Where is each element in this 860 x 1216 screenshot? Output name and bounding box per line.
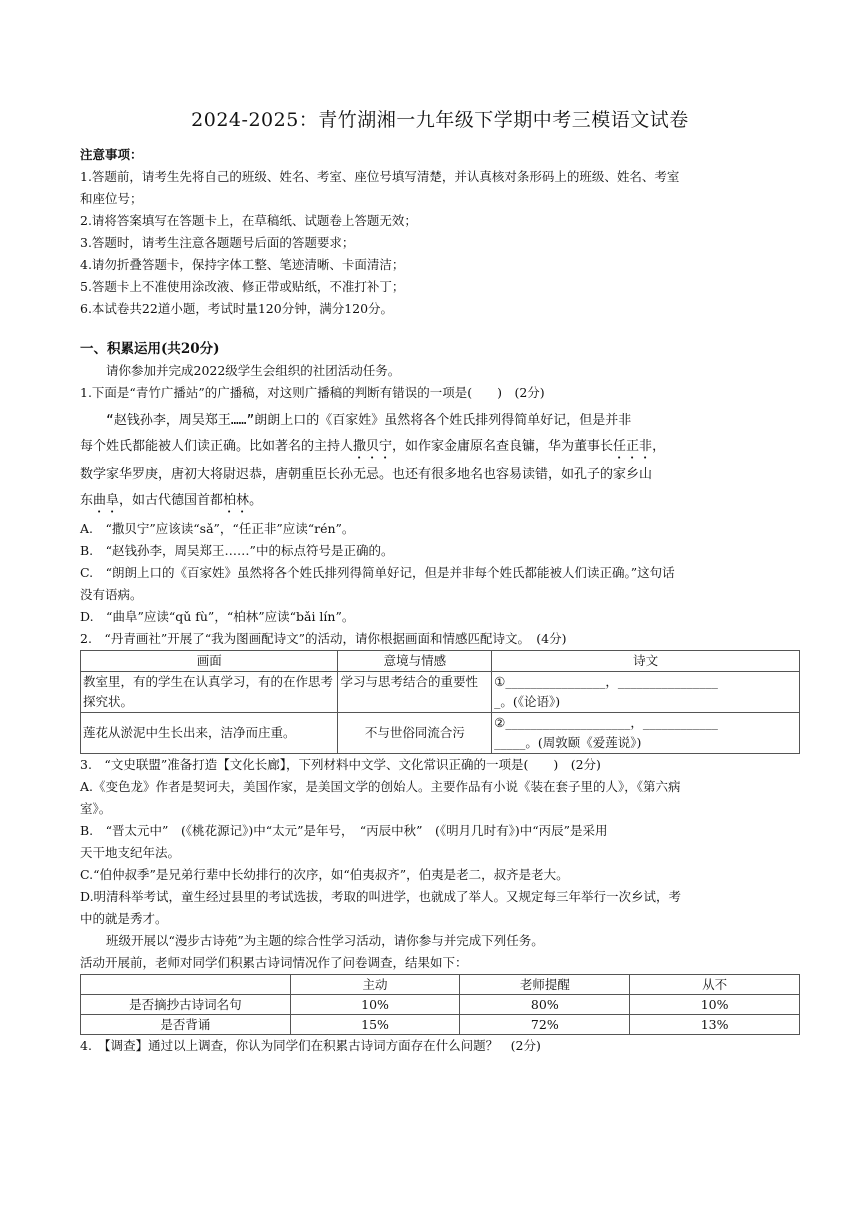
question-3-stem: 3. “文史联盟”准备打造【文化长廊】，下列材料中文学、文化常识正确的一项是( ) (2分) [80,757,601,772]
option-b: B. “赵钱孙李，周吴郑王……”中的标点符号是正确的。 [80,543,394,558]
table-header: 诗文 [492,651,800,672]
table-cell: 15% [290,1015,460,1035]
notice-item: 6.本试卷共22道小题，考试时量120分钟，满分120分。 [80,301,394,316]
notice-item: 4.请勿折叠答题卡，保持字体工整、笔迹清晰、卡面清洁； [80,257,405,272]
passage-line: 数学家华罗庚，唐初大将尉迟恭，唐朝重臣长孙无忌。也还有很多地名也容易读错，如孔子的家乡山 [80,467,653,482]
scene-cell: 教室里，有的学生在认真学习，有的在作思考探究状。 [81,672,338,713]
poem-matching-table [80,650,800,754]
section-intro: 请你参加并完成2022级学生会组织的社团活动任务。 [106,363,401,378]
notice-item: 3.答题时，请考生注意各题题号后面的答题要求； [80,235,355,250]
section-heading: 一、积累运用(共20分) [80,341,220,357]
passage-line: 每个姓氏都能被人们读正确。比如著名的主持人撒贝宁，如作家金庸原名查良镛，华为董事长任正非， [80,439,666,454]
option-c: C.“伯仲叔季”是兄弟行辈中长幼排行的次序，如“伯夷叔齐”，伯夷是老二，叔齐是老大。 [80,867,569,882]
question-4-stem: 4. 【调查】通过以上调查，你认为同学们在积累古诗词方面存在什么问题？ (2分) [80,1038,541,1053]
question-1-stem: 1.下面是“青竹广播站”的广播稿，对这则广播稿的判断有错误的一项是( ) (2分) [80,385,545,400]
table-row [81,713,800,754]
notice-item: 2.请将答案填写在答题卡上，在草稿纸、试题卷上答题无效； [80,213,417,228]
option-a: A.《变色龙》作者是契诃夫，美国作家，是美国文学的创始人。主要作品有小说《装在套子里的人》，《第六病 [80,779,681,794]
emphasized-word: 撒贝宁 [353,439,393,454]
table-row [81,672,800,713]
passage-line: 东曲阜，如古代德国首都柏林。 [80,493,263,508]
option-a-cont: 室》。 [80,801,112,816]
emphasized-word: 柏林 [223,493,250,508]
option-c: C. “朗朗上口的《百家姓》虽然将各个姓氏排列得简单好记，但是并非每个姓氏都能被人们读正确。”这句话 [80,565,675,580]
notice-item: 和座位号； [80,191,143,206]
poem-cell[interactable]: ②____________________，____________ _____。(周敦颐《爱莲说》) [492,713,800,754]
survey-intro: 活动开展前，老师对同学们积累古诗词情况作了问卷调查，结果如下： [80,955,468,970]
option-d-cont: 中的就是秀才。 [80,911,168,926]
table-header-row [81,975,800,995]
table-header: 意境与情感 [338,651,492,672]
mood-cell: 不与世俗同流合污 [338,713,492,754]
poem-cell[interactable]: ①________________，________________ _。(《论语》) [492,672,800,713]
table-row [81,1015,800,1035]
table-header: 画面 [81,651,338,672]
exam-title: 2024-2025：青竹湖湘一九年级下学期中考三模语文试卷 [191,109,689,131]
option-b: B. “晋太元中” (《桃花源记》)中“太元”是年号， “丙辰中秋” (《明月几时有》)中“丙辰”是采用 [80,823,608,838]
survey-table [80,974,800,1035]
emphasized-word: 曲阜 [93,493,120,508]
exam-page [80,108,800,1057]
table-cell: 72% [460,1015,630,1035]
table-header: 主动 [290,975,460,995]
table-row [81,995,800,1015]
option-a: A. “撒贝宁”应该读“sǎ”，“任正非”应读“rén”。 [80,521,355,536]
notice-list [80,166,800,320]
table-cell: 13% [630,1015,800,1035]
activity-intro: 班级开展以“漫步古诗苑”为主题的综合性学习活动，请你参与并完成下列任务。 [106,933,544,948]
table-header: 老师提醒 [460,975,630,995]
broadcast-passage [80,408,800,516]
table-header-row [81,651,800,672]
table-cell: 80% [460,995,630,1015]
table-cell: 10% [290,995,460,1015]
table-cell: 10% [630,995,800,1015]
option-d: D. “曲阜”应读“qǔ fù”，“柏林”应读“bǎi lín”。 [80,609,355,624]
notice-item: 1.答题前，请考生先将自己的班级、姓名、考室、座位号填写清楚，并认真核对条形码上的班级、姓名、考室 [80,169,680,184]
notice-heading: 注意事项： [80,147,143,162]
emphasized-word: 任正非 [613,439,653,454]
mood-cell: 学习与思考结合的重要性 [338,672,492,713]
table-cell: 是否背诵 [81,1015,291,1035]
table-header [81,975,291,995]
option-b-cont: 天干地支纪年法。 [80,845,181,860]
question-2-stem: 2. “丹青画社”开展了“我为图画配诗文”的活动，请你根据画面和情感匹配诗文。 (4分) [80,631,567,646]
option-c-cont: 没有语病。 [80,587,143,602]
notice-item: 5.答题卡上不准使用涂改液、修正带或贴纸，不准打补丁； [80,279,405,294]
table-header: 从不 [630,975,800,995]
scene-cell: 莲花从淤泥中生长出来，洁净而庄重。 [81,713,338,754]
table-cell: 是否摘抄古诗词名句 [81,995,291,1015]
option-d: D.明清科举考试，童生经过县里的考试选拔，考取的叫进学，也就成了举人。又规定每三年举行一次乡试，考 [80,889,682,904]
passage-line: “赵钱孙李，周吴郑王……”朗朗上口的《百家姓》虽然将各个姓氏排列得简单好记，但是并非 [106,413,632,428]
